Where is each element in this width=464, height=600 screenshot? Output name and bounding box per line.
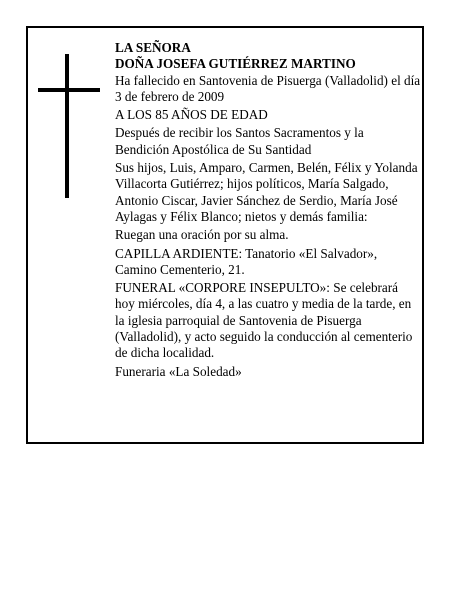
obituary-text xyxy=(115,40,421,382)
funeral-info: FUNERAL «CORPORE INSEPULTO»: Se celebrará hoy miércoles, día 4, a las cuatro y media de la tarde, en la iglesia parroquial de Santovenia de Pisuerga (Valladolid), y acto seguido la conducción al cementerio de dicha localidad. xyxy=(115,280,413,361)
obituary-notice xyxy=(26,26,424,444)
sacraments-line: Después de recibir los Santos Sacramentos y la Bendición Apostólica de Su Santidad xyxy=(115,125,364,157)
cross-icon xyxy=(38,54,100,198)
death-announcement: Ha fallecido en Santovenia de Pisuerga (Valladolid) el día 3 de febrero de 2009 xyxy=(115,72,421,104)
cross-vertical-bar xyxy=(65,54,69,198)
age-line: A LOS 85 AÑOS DE EDAD xyxy=(115,107,268,123)
notice-title: LA SEÑORA xyxy=(115,40,191,55)
prayer-request: Ruegan una oración por su alma. xyxy=(115,227,289,243)
cross-horizontal-bar xyxy=(38,88,100,92)
family-paragraph: Sus hijos, Luis, Amparo, Carmen, Belén, Félix y Yolanda Villacorta Gutiérrez; hijos políticos, María Salgado, Antonio Ciscar, Javier Sánchez de Serdio, María José Aylagas y Félix Blanco; nietos y demás familia: xyxy=(115,160,418,224)
deceased-name: DOÑA JOSEFA GUTIÉRREZ MARTINO xyxy=(115,56,356,72)
chapel-info: CAPILLA ARDIENTE: Tanatorio «El Salvador», Camino Cementerio, 21. xyxy=(115,245,378,277)
funeral-home: Funeraria «La Soledad» xyxy=(115,363,242,379)
